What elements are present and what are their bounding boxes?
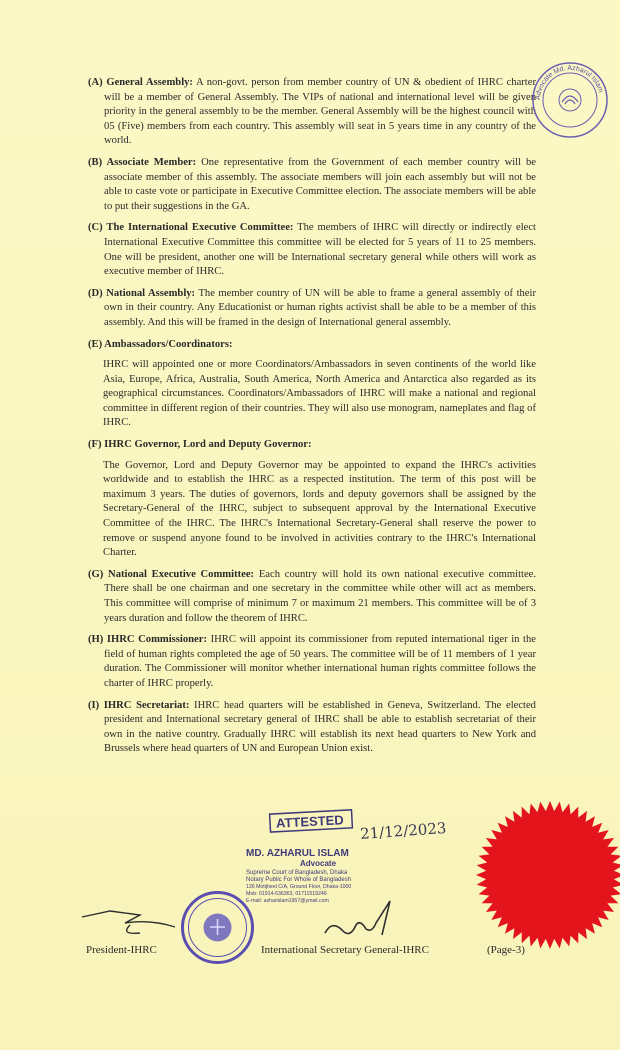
section-national-assembly — [88, 287, 536, 331]
section-text: IHRC will appointed one or more Coordinators/Ambassadors in seven continents of the world like Asia, Europe, Africa, Australia, South America, North America and Antarctica also regarded as its geographical circumstances. Coordinators/Ambassadors of IHRC will make a national and regional committee in different region of their countries. They will also use monogram, nameplates and flag of IHRC. — [103, 359, 536, 429]
section-text: A non-govt. person from member country of UN & obedient of IHRC charter will be a member of General Assembly. The VIPs of national and international level will be given priority in the general assembly to be the member. General Assembly will be the highest council with 05 (Five) members from each country. This assembly will seat in 5 years time in any country of the world. — [104, 77, 536, 147]
section-heading: (A) General Assembly: — [88, 77, 193, 88]
section-associate-member — [88, 156, 536, 214]
attested-role: Advocate — [300, 859, 337, 868]
section-governor — [88, 438, 536, 561]
secretary-signature-icon — [320, 895, 420, 945]
section-heading: (G) National Executive Committee: — [88, 568, 255, 580]
section-text: IHRC head quarters will be established in Geneva, Switzerland. The elected president and International secretary general of IHRC shall be able to establish secretariat of their own in the native country. Gradually IHRC will establish its next head quarters to New York and Brussels where head quarters of UN and European Union exist. — [104, 699, 536, 755]
footer-page-number: (Page-3) — [487, 944, 525, 956]
section-heading: (B) Associate Member: — [88, 156, 197, 168]
section-heading: (D) National Assembly: — [88, 287, 196, 299]
section-heading: (H) IHRC Commissioner: — [88, 634, 207, 646]
charter-body — [88, 76, 536, 764]
section-text: The Governor, Lord and Deputy Governor may be appointed to expand the IHRC's activities worldwide and to establish the IHRC as a respected institution. The term of this post will be maximum 3 years. The duties of governors, lords and deputy governors shall be assigned by the Secretary-General of the IHRC, subject to subsequent approval by the International Executive Committee of the IHRC. The IHRC's International Secretary-General shall reserve the power to remove or suspend anyone found to be involved in activities contrary to the IHRC's International Charter. — [103, 459, 536, 559]
footer-president-label: President-IHRC — [86, 944, 157, 956]
red-seal-icon — [470, 795, 620, 955]
section-heading: (C) The International Executive Committee: — [88, 222, 294, 234]
section-heading: (F) IHRC Governor, Lord and Deputy Governor: — [88, 439, 312, 451]
attested-line2: Notary Public For Whole of Bangladesh — [246, 877, 352, 883]
section-text: Each country will hold its own national executive committee. There shall be one chairman and one secretary in the committee while other will act as members. This committee will comprise of minimum 7 or maximum 21 members. This committee will be of 3 years duration and follow the theorem of IHRC. — [104, 568, 537, 624]
attested-line5: E-mail: azharislam1957@ymail.com — [246, 898, 329, 904]
section-commissioner — [88, 633, 536, 691]
attested-line4: Mob: 01914-636363, 01711519246 — [246, 891, 327, 897]
president-signature-icon — [80, 905, 190, 945]
attested-name: MD. AZHARUL ISLAM — [246, 848, 349, 859]
attested-title: ATTESTED — [275, 812, 345, 831]
notary-round-seal-icon — [530, 60, 610, 140]
footer-secretary-label: International Secretary General-IHRC — [261, 944, 429, 956]
section-secretariat — [88, 699, 536, 757]
section-text: The member country of UN will be able to frame a general assembly of their own in their country. Any Educationist or human rights activist shall be able to be a member of this assembly. And this will be framed in the design of International general assembly. — [104, 287, 536, 328]
section-general-assembly — [88, 76, 536, 149]
section-heading: (E) Ambassadors/Coordinators: — [88, 338, 233, 350]
section-heading: (I) IHRC Secretariat: — [88, 699, 190, 711]
svg-text:Advocate Md. Azharul Islam: Advocate Md. Azharul Islam — [534, 64, 605, 101]
section-text: IHRC will appoint its commissioner from reputed international tiger in the field of human rights completed the age of 50 years. The committee will be of 11 members of 1 year duration. The Commissioner will monitor whether international human rights committee follows the charter of IHRC properly. — [104, 634, 536, 689]
ihrc-round-seal-icon — [180, 890, 255, 965]
attested-line1: Supreme Court of Bangladesh, Dhaka — [246, 870, 348, 876]
section-text: One representative from the Government of each member country will be associate member of this assembly. The associate members will join each assembly but will not be able to caste vote or participate in Executive Committee election. The associate members will be able to put their suggestions in the GA. — [104, 156, 537, 212]
section-ambassadors — [88, 338, 536, 432]
section-national-executive-committee — [88, 568, 536, 626]
handwritten-date: 21/12/2023 — [359, 819, 447, 843]
section-text: The members of IHRC will directly or indirectly elect International Executive Committee this committee will be elected for 5 years of 11 to 25 members. One will be president, another one will be International secretary general while others will work as executive member of IHRC. — [104, 222, 536, 278]
attested-line3: 126 Motijheel C/A, Ground Floor, Dhaka-1000 — [246, 884, 352, 890]
section-international-executive-committee — [88, 221, 536, 279]
